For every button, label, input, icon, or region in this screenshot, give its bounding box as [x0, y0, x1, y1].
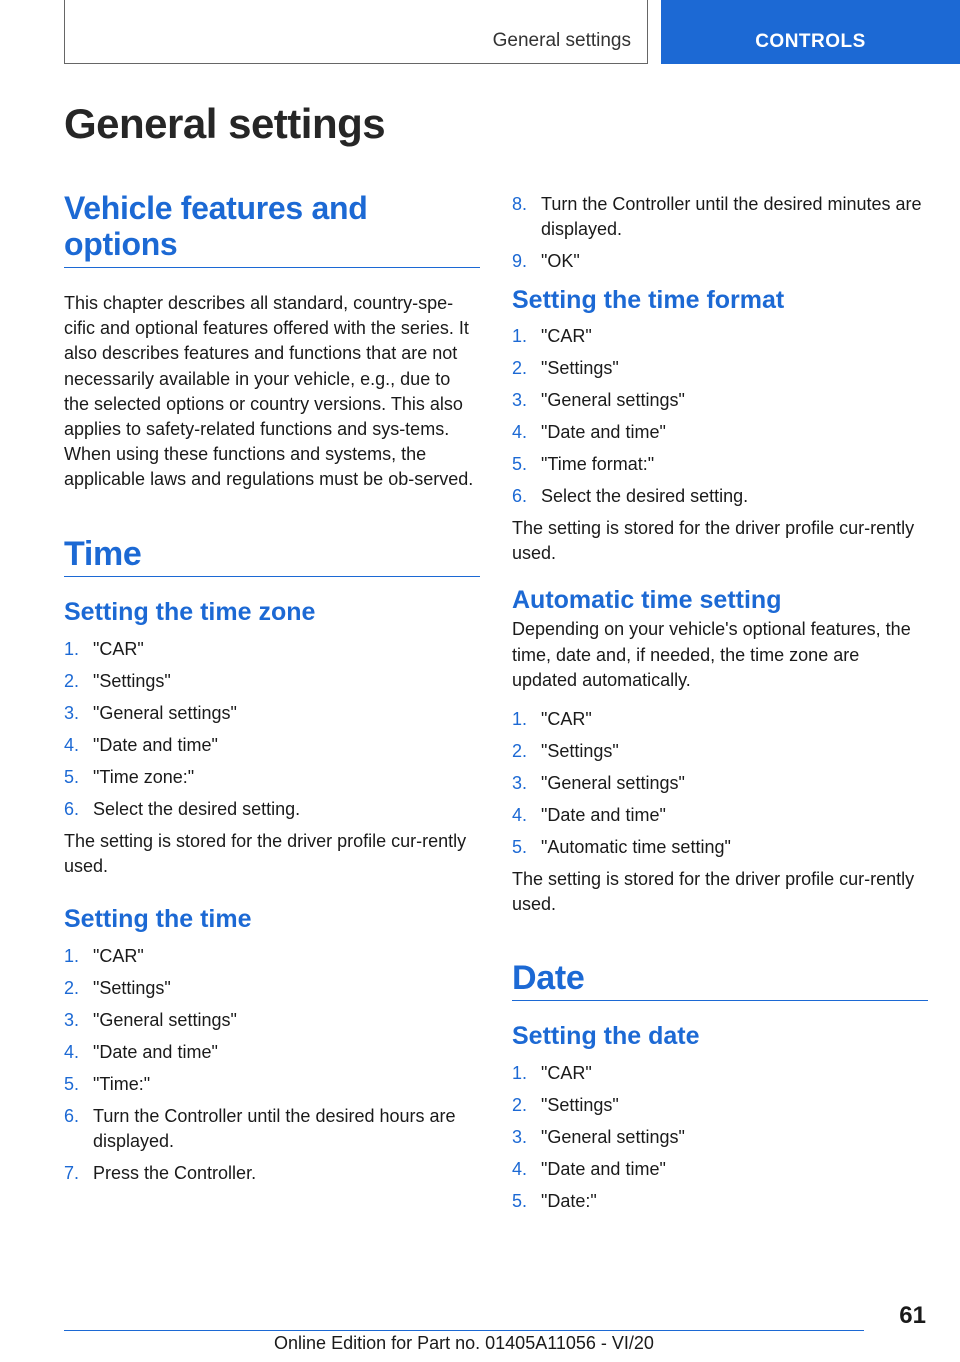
list-item: [64, 765, 480, 790]
header-chapter-title: CONTROLS: [755, 31, 866, 52]
step-text: "Date:": [541, 1191, 597, 1212]
time-zone-steps: [64, 637, 480, 822]
list-item: [512, 1157, 928, 1182]
auto-time-note: The setting is stored for the driver profile cur-rently used.: [512, 869, 915, 915]
step-text: "CAR": [93, 946, 144, 967]
step-text: Turn the Controller until the desired minutes are displayed.: [541, 194, 922, 239]
step-number: 4.: [64, 734, 80, 755]
step-number: 5.: [512, 1191, 528, 1212]
step-number: 5.: [512, 837, 528, 858]
step-text: "General settings": [93, 702, 237, 723]
step-number: 3.: [64, 1010, 80, 1031]
step-number: 6.: [64, 1106, 80, 1127]
auto-time-intro: Depending on your vehicle's optional features, the time, date and, if needed, the time zone are updated automatically.: [512, 619, 911, 690]
time-format-steps: [512, 324, 928, 509]
list-item: [64, 669, 480, 694]
time-zone-note: The setting is stored for the driver profile cur-rently used.: [64, 830, 467, 876]
step-text: "Date and time": [541, 422, 666, 442]
page-title: General settings: [64, 100, 386, 147]
right-column: [512, 192, 928, 1221]
list-item: [64, 944, 480, 969]
step-text: "General settings": [541, 390, 685, 410]
time-heading: Time: [64, 536, 480, 577]
step-text: "OK": [541, 251, 580, 271]
list-item: [512, 707, 928, 732]
step-text: "Settings": [541, 1095, 619, 1116]
list-item: [512, 452, 928, 477]
step-number: 3.: [512, 1127, 528, 1148]
list-item: [512, 1125, 928, 1150]
step-number: 4.: [512, 422, 528, 442]
step-text: Select the desired setting.: [93, 798, 301, 819]
list-item: [512, 324, 928, 349]
list-item: [512, 739, 928, 764]
step-text: "Settings": [541, 358, 619, 378]
step-number: 5.: [64, 1074, 80, 1095]
list-item: [64, 797, 480, 822]
step-text: "Settings": [93, 670, 171, 691]
step-number: 2.: [512, 1095, 528, 1116]
list-item: [512, 771, 928, 796]
step-text: "Settings": [93, 978, 171, 999]
step-number: 2.: [64, 670, 80, 691]
step-number: 9.: [512, 251, 528, 271]
list-item: [512, 356, 928, 381]
step-number: 3.: [512, 390, 528, 410]
step-number: 6.: [64, 798, 80, 819]
vehicle-features-body: This chapter describes all standard, country-spe-cific and optional features offered with the series. It also describes features and functions that are not necessarily available in your vehicle, e.g., due to the selected options or country versions. This also applies to safety-related functions and sys-tems. When using these functions and systems, the applicable laws and regulations must be ob-served.: [64, 293, 474, 490]
list-item: [512, 388, 928, 413]
step-text: "Settings": [541, 741, 619, 762]
step-number: 2.: [512, 741, 528, 762]
step-text: "CAR": [541, 709, 592, 730]
list-item: [64, 1161, 480, 1186]
auto-time-steps: [512, 707, 928, 860]
step-number: 5.: [64, 766, 80, 787]
step-text: Turn the Controller until the desired hours are displayed.: [93, 1106, 456, 1152]
step-number: 1.: [512, 1063, 528, 1084]
step-text: "Automatic time setting": [541, 837, 731, 858]
step-number: 7.: [64, 1163, 80, 1184]
list-item: [64, 976, 480, 1001]
footer-edition-text: Online Edition for Part no. 01405A11056 - VI/20: [274, 1333, 654, 1353]
step-number: 4.: [64, 1042, 80, 1063]
step-text: "CAR": [541, 326, 592, 346]
step-text: "General settings": [541, 1127, 685, 1148]
list-item: [512, 835, 928, 860]
header-chapter-tab: [661, 0, 960, 64]
step-number: 3.: [512, 773, 528, 794]
date-heading: Date: [512, 960, 928, 1001]
step-number: 8.: [512, 194, 528, 214]
time-format-heading: Setting the time format: [512, 286, 785, 314]
page-number: 61: [899, 1302, 926, 1329]
list-item: [64, 637, 480, 662]
list-item: [64, 1008, 480, 1033]
step-text: "General settings": [93, 1010, 237, 1031]
list-item: [512, 192, 928, 242]
step-number: 2.: [64, 978, 80, 999]
step-text: "Date and time": [541, 1159, 666, 1180]
left-column: [64, 190, 480, 1193]
step-number: 1.: [64, 638, 80, 659]
step-text: "CAR": [93, 638, 144, 659]
step-text: "Time format:": [541, 454, 655, 474]
step-number: 6.: [512, 486, 528, 506]
header-section-box: [64, 0, 648, 64]
set-date-steps: [512, 1061, 928, 1214]
step-number: 3.: [64, 702, 80, 723]
step-text: "General settings": [541, 773, 685, 794]
step-number: 1.: [512, 326, 528, 346]
step-text: "Time zone:": [93, 766, 195, 787]
step-text: Press the Controller.: [93, 1163, 257, 1184]
list-item: [512, 420, 928, 445]
step-text: Select the desired setting.: [541, 486, 749, 506]
list-item: [512, 803, 928, 828]
auto-time-heading: Automatic time setting: [512, 586, 782, 615]
step-text: "Date and time": [541, 805, 666, 826]
list-item: [64, 1072, 480, 1097]
step-text: "CAR": [541, 1063, 592, 1084]
footer-divider: [64, 1330, 864, 1331]
time-zone-heading: Setting the time zone: [64, 597, 316, 626]
header-section-title: General settings: [492, 30, 631, 51]
list-item: [512, 249, 928, 274]
step-number: 4.: [512, 805, 528, 826]
list-item: [64, 1040, 480, 1065]
step-number: 1.: [512, 709, 528, 730]
step-text: "Date and time": [93, 734, 218, 755]
list-item: [512, 1189, 928, 1214]
list-item: [512, 484, 928, 509]
step-number: 5.: [512, 454, 528, 474]
step-text: "Time:": [93, 1074, 151, 1095]
list-item: [64, 1104, 480, 1154]
time-format-note: The setting is stored for the driver profile cur-rently used.: [512, 518, 915, 564]
set-time-steps: [64, 944, 480, 1186]
step-number: 2.: [512, 358, 528, 378]
vehicle-features-heading: Vehicle features and options: [64, 190, 480, 268]
list-item: [512, 1061, 928, 1086]
step-text: "Date and time": [93, 1042, 218, 1063]
list-item: [64, 701, 480, 726]
list-item: [512, 1093, 928, 1118]
set-time-heading: Setting the time: [64, 905, 252, 934]
step-number: 4.: [512, 1159, 528, 1180]
list-item: [64, 733, 480, 758]
step-number: 1.: [64, 946, 80, 967]
set-date-heading: Setting the date: [512, 1022, 700, 1051]
set-time-steps-continued: [512, 192, 928, 274]
